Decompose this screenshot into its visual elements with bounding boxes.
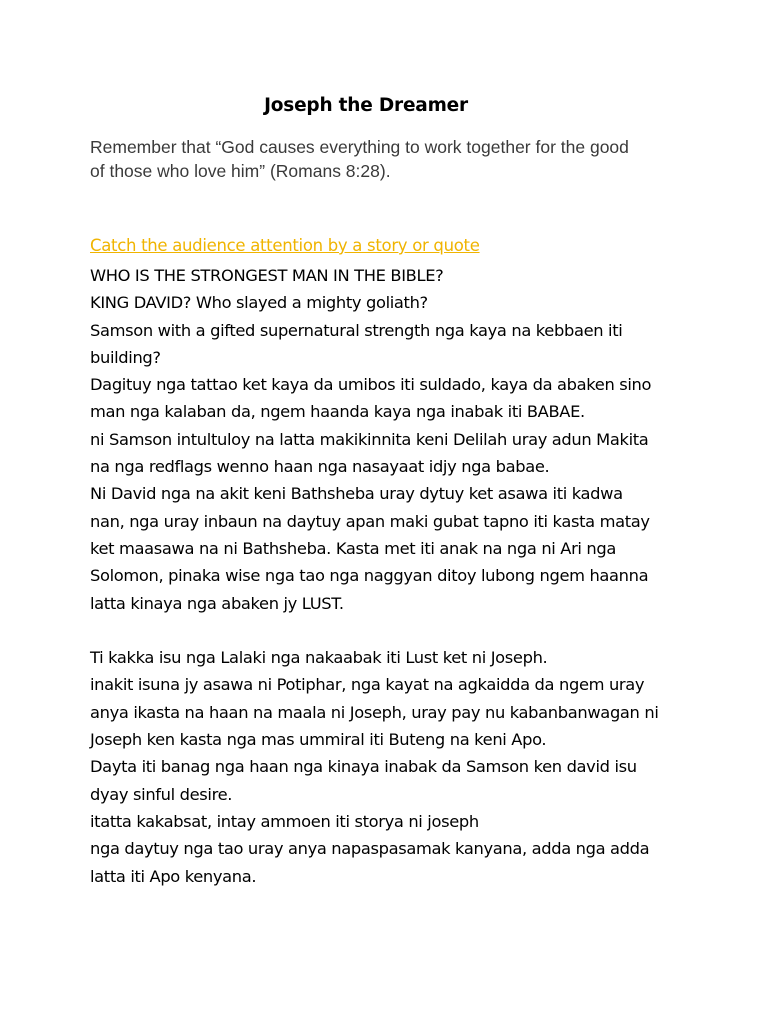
body-line: dyay sinful desire. [90, 784, 233, 804]
body-line: WHO IS THE STRONGEST MAN IN THE BIBLE? [90, 266, 444, 285]
paragraph-spacer [90, 617, 690, 644]
body-line: Solomon, pinaka wise nga tao nga naggyan ditoy lubong ngem haanna [90, 566, 649, 586]
body-line: Dagituy nga tattao ket kaya da umibos iti suldado, kaya da abaken sino [90, 375, 652, 395]
body-line: anya ikasta na haan na maala ni Joseph, uray pay nu kabanbanwagan ni [90, 702, 659, 722]
body-line: latta kinaya nga abaken jy LUST. [90, 593, 344, 613]
body-line: na nga redflags wenno haan nga nasayaat idjy nga babae. [90, 457, 550, 477]
document-title: Joseph the Dreamer [264, 95, 468, 116]
body-line: Dayta iti banag nga haan nga kinaya inabak da Samson ken david isu [90, 757, 637, 777]
body-line: Samson with a gifted supernatural strength nga kaya na kebbaen iti [90, 320, 623, 340]
scripture-quote [90, 135, 690, 183]
body-line: latta iti Apo kenyana. [90, 866, 257, 886]
quote-line: Remember that “God causes everything to work together for the good [90, 137, 629, 157]
body-line: Ti kakka isu nga Lalaki nga nakaabak iti Lust ket ni Joseph. [90, 648, 548, 668]
body-line: man nga kalaban da, ngem haanda kaya nga inabak iti BABAE. [90, 402, 585, 422]
sermon-body [90, 262, 690, 890]
body-line: KING DAVID? Who slayed a mighty goliath? [90, 293, 428, 313]
body-line: itatta kakabsat, intay ammoen iti storya ni joseph [90, 811, 479, 831]
body-line: inakit isuna jy asawa ni Potiphar, nga kayat na agkaidda da ngem uray [90, 675, 645, 695]
body-line: ket maasawa na ni Bathsheba. Kasta met iti anak na nga ni Ari nga [90, 538, 616, 558]
body-line: Joseph ken kasta nga mas ummiral iti Buteng na keni Apo. [90, 730, 547, 750]
quote-line: of those who love him” (Romans 8:28). [90, 161, 391, 181]
hook-instruction-link[interactable]: Catch the audience attention by a story or quote [90, 236, 480, 255]
body-line: Ni David nga na akit keni Bathsheba uray dytuy ket asawa iti kadwa [90, 484, 623, 504]
body-line: ni Samson intultuloy na latta makikinnita keni Delilah uray adun Makita [90, 429, 649, 449]
body-line: nga daytuy nga tao uray anya napaspasamak kanyana, adda nga adda [90, 839, 650, 859]
body-line: nan, nga uray inbaun na daytuy apan maki gubat tapno iti kasta matay [90, 511, 650, 531]
body-line: building? [90, 347, 161, 367]
